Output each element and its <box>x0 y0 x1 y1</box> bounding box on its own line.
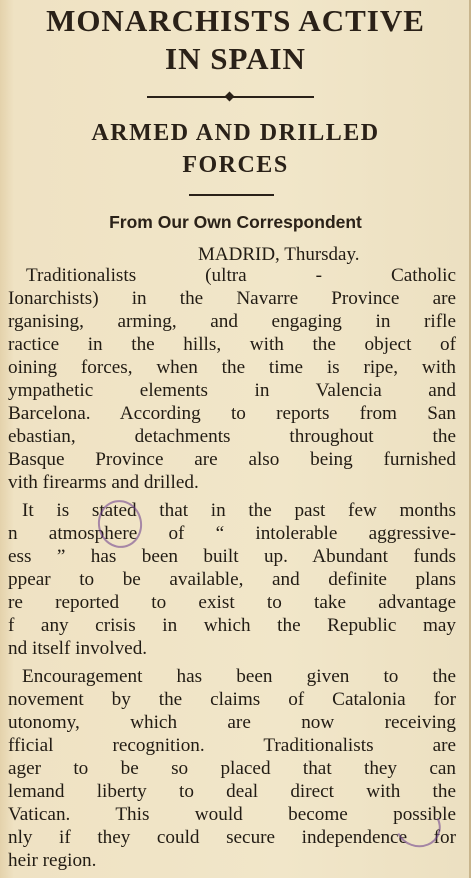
paragraph-1-line: ympathetic elements in Valencia and <box>8 380 456 401</box>
dateline: MADRID, Thursday. <box>198 244 360 265</box>
paragraph-1-line: Barcelona. According to reports from San <box>8 403 456 424</box>
paragraph-2-line: ppear to be available, and definite plans <box>8 569 456 590</box>
subheadline-rule <box>189 194 274 196</box>
paragraph-1-line: rganising, arming, and engaging in rifle <box>8 311 456 332</box>
paragraph-2-line: It is stated that in the past few months <box>22 500 456 521</box>
paragraph-1-line: Basque Province are also being furnished <box>8 449 456 470</box>
paragraph-2-line: n atmosphere of “ intolerable aggressive- <box>8 523 456 544</box>
paragraph-3-line: novement by the claims of Catalonia for <box>8 689 456 710</box>
paragraph-1-line: vith firearms and drilled. <box>8 472 199 493</box>
paragraph-1-line: Ionarchists) in the Navarre Province are <box>8 288 456 309</box>
paragraph-3-line: Encouragement has been given to the <box>22 666 456 687</box>
subheadline-line-2: FORCES <box>182 152 289 178</box>
paragraph-2-line: f any crisis in which the Republic may <box>8 615 456 636</box>
subheadline-line-1: ARMED AND DRILLED <box>91 120 380 146</box>
paragraph-1-line: Traditionalists (ultra - Catholic <box>26 265 456 286</box>
divider-diamond-ornament <box>225 92 235 102</box>
paragraph-3-line: fficial recognition. Traditionalists are <box>8 735 456 756</box>
paragraph-3-line: nly if they could secure independence for <box>8 827 456 848</box>
paragraph-3-line: heir region. <box>8 850 97 871</box>
headline-line-1: MONARCHISTS ACTIVE <box>46 3 425 38</box>
paragraph-1-line: ractice in the hills, with the object of <box>8 334 456 355</box>
paragraph-1-line: oining forces, when the time is ripe, with <box>8 357 456 378</box>
paragraph-2-line: re reported to exist to take advantage <box>8 592 456 613</box>
paragraph-2-line: nd itself involved. <box>8 638 148 659</box>
paragraph-3-line: lemand liberty to deal direct with the <box>8 781 456 802</box>
paragraph-1-line: ebastian, detachments throughout the <box>8 426 456 447</box>
byline: From Our Own Correspondent <box>109 212 362 232</box>
headline-line-2: IN SPAIN <box>165 41 306 76</box>
paragraph-3-line: utonomy, which are now receiving <box>8 712 456 733</box>
paragraph-3-line: Vatican. This would become possible <box>8 804 456 825</box>
paragraph-3-line: ager to be so placed that they can <box>8 758 456 779</box>
paragraph-2-line: ess ” has been built up. Abundant funds <box>8 546 456 567</box>
